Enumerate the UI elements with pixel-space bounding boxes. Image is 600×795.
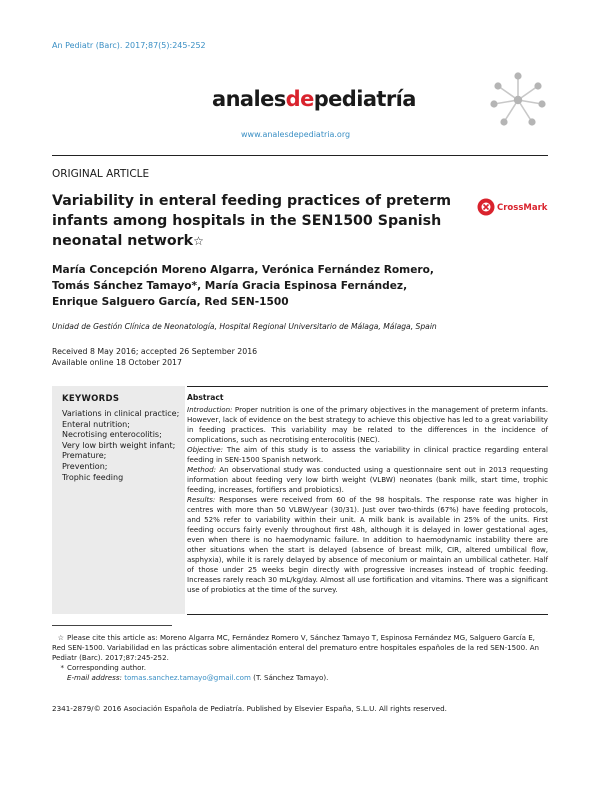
copyright-line: 2341-2879/© 2016 Asociación Española de Pediatría. Published by Elsevier España, S.L.U. All rights reserved. [52,704,447,713]
authors-line-2 [52,278,452,294]
available-date: Available online 18 October 2017 [52,358,182,367]
footnote-divider [52,625,172,626]
crossmark-label[interactable]: CrossMark [497,203,548,213]
journal-masthead [212,87,416,111]
introduction-text: Proper nutrition is one of the primary objectives in the management of preterm infants. However, lack of evidence on the best strategy to achieve this objective has led to a great variability in feeding practices. This variability may be related to the differences in the incidence of complications, such as necrotising enterocolitis (NEC). [187,405,548,444]
article-title-text: Variability in enteral feeding practices of preterm infants among hospitals in the SEN1500 Spanish neonatal network [52,193,451,249]
results-label: Results: [187,495,216,504]
keyword-item: Variations in clinical practice; [62,409,180,418]
article-title [52,191,452,251]
footnote-corresponding [52,663,548,673]
objective-label: Objective: [187,445,224,454]
abstract-method [187,465,548,495]
authors-line-1: María Concepción Moreno Algarra, Verónica Fernández Romero, [52,264,434,276]
footnote-email [52,673,548,683]
email-owner: (T. Sánchez Tamayo). [250,673,329,682]
authors-line-2-rest: , María Gracia Espinosa Fernández, [197,280,408,292]
keyword-item: Necrotising enterocolitis; [62,430,162,440]
footnote-corresponding-text: Corresponding author. [67,663,146,672]
journal-url-link[interactable]: www.analesdepediatria.org [241,130,351,139]
keyword-item: Enteral nutrition; [62,419,130,429]
author-list [52,262,452,310]
footnotes [52,633,548,683]
abstract-results [187,495,548,595]
method-label: Method: [187,465,216,474]
keyword-item: Trophic feeding [62,472,124,482]
authors-line-3: Enrique Salguero García, Red SEN-1500 [52,296,289,308]
email-label: E-mail address: [67,673,122,682]
corresponding-mark[interactable]: * [191,280,198,292]
abstract-introduction [187,405,548,445]
footnote-citation-text: Please cite this article as: Moreno Algarra MC, Fernández Romero V, Sánchez Tamayo T, Espinosa Fernández MG, Salguero García E, Red SEN-1500. Variabilidad en las prácticas sobre alimentación enteral del prematuro entre hospitales españoles de la red SEN-1500. An Pediatr (Barc). 2017;87:245-252. [52,633,540,662]
masthead-part-de: de [285,87,314,111]
journal-citation: An Pediatr (Barc). 2017;87(5):245-252 [52,41,206,50]
footnote-citation [52,633,548,663]
method-text: An observational study was conducted using a questionnaire sent out in 2013 requesting information about feeding very low birth weight (VLBW) neonates (bank milk, start time, trophic feeding, increases, fortifiers and probiotics). [187,465,548,494]
masthead-part-pediatria: pediatría [313,87,416,111]
keyword-item: Prevention; [62,461,108,471]
keywords-list [62,409,180,483]
keyword-item: Premature; [62,451,107,461]
footnote-star-mark: ☆ [57,633,64,642]
author-corresponding[interactable]: Tomás Sánchez Tamayo [52,280,192,292]
title-footnote-mark[interactable]: ☆ [193,234,204,248]
article-type: ORIGINAL ARTICLE [52,168,150,180]
abstract-objective [187,445,548,465]
abstract-bottom-divider [187,614,548,615]
article-dates [52,346,257,368]
journal-logo-icon [488,70,548,130]
keyword-item: Very low birth weight infant; [62,440,176,450]
header-divider [52,155,548,156]
masthead-part-anales: anales [212,87,286,111]
introduction-label: Introduction: [187,405,233,414]
footnote-asterisk-mark: * [60,663,64,672]
email-link[interactable]: tomas.sanchez.tamayo@gmail.com [124,673,251,682]
abstract-title: Abstract [187,393,224,402]
affiliation: Unidad de Gestión Clínica de Neonatología, Hospital Regional Universitario de Málaga, Málaga, Spain [52,322,437,331]
objective-text: The aim of this study is to assess the variability in clinical practice regarding enteral feeding in SEN-1500 Spanish network. [187,445,548,464]
abstract-body [187,405,548,595]
results-text: Responses were received from 60 of the 98 hospitals. The response rate was higher in centres with more than 50 VLBW/year (30/31). Just over two-thirds (67%) have feeding protocols, and 52% refer to variability within their unit. A milk bank is available in 25% of the units. First feeding occurs fairly evenly throughout first 48h, although it is delayed in lower gestational ages, even when there is no haemodynamic failure. In addition to haemodynamic instability there are other situations when the start is delayed (absence of breast milk, CIR, altered umbilical flow, asphyxia), while it is rarely delayed by absence of meconium or maintain an umbilical catheter. Half of those under 25 weeks begin directly with progressive increases instead of trophic feeding. Increases rarely reach 30 mL/kg/day. Almost all use fortification and vitamins. There was a significant use of probiotics at the time of the survey. [187,495,548,594]
received-date: Received 8 May 2016; accepted 26 September 2016 [52,347,258,356]
abstract-top-divider [187,386,548,387]
keywords-title: KEYWORDS [62,394,120,404]
